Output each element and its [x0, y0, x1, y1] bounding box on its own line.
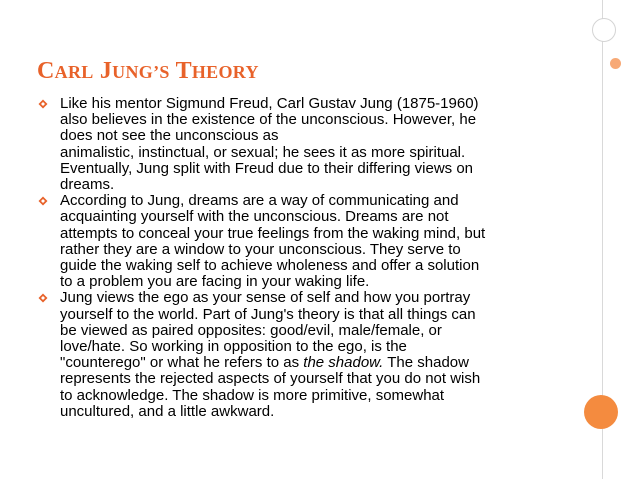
bullet-line: be viewed as paired opposites: good/evil, male/female, or [60, 321, 442, 339]
bullet-item-1 [38, 96, 558, 193]
bullet-line: attempts to conceal your true feelings from the waking mind, but [60, 224, 486, 242]
bullet-line: guide the waking self to achieve wholeness and offer a solution [60, 257, 480, 275]
decorative-circle-small [610, 58, 621, 69]
bullet-line: does not see the unconscious as [60, 127, 279, 145]
bullet-line: yourself to the world. Part of Jung's theory is that all things can [60, 305, 476, 323]
slide-title: CARL JUNG’S THEORY [37, 58, 259, 84]
bullet-line: Eventually, Jung split with Freud due to their differing views on [60, 159, 473, 177]
bullet-line: to acknowledge. The shadow is more primitive, somewhat [60, 386, 445, 404]
bullet-line: love/hate. So working in opposition to the ego, is the [60, 338, 407, 356]
decorative-circle-large [584, 395, 618, 429]
bullet-item-2 [38, 193, 558, 290]
bullet-line: to a problem you are facing in your waking life. [60, 273, 370, 291]
bullet-line: The shadow [383, 354, 469, 372]
decorative-circle-outline [592, 18, 616, 42]
bullet-line: uncultured, and a little awkward. [60, 402, 275, 420]
bullet-line: represents the rejected aspects of yourself that you do not wish [60, 370, 481, 388]
bullet-marker-icon [38, 196, 48, 206]
bullet-line: "counterego" or what he refers to as [60, 354, 304, 372]
bullet-list [38, 96, 558, 420]
bullet-line: According to Jung, dreams are a way of communicating and [60, 192, 459, 210]
bullet-line: Jung views the ego as your sense of self and how you portray [60, 289, 471, 307]
bullet-line: Like his mentor Sigmund Freud, Carl Gustav Jung (1875-1960) [60, 95, 479, 112]
bullet-line: rather they are a window to your unconscious. They serve to [60, 240, 461, 258]
bullet-line: dreams. [60, 176, 115, 194]
bullet-line: animalistic, instinctual, or sexual; he sees it as more spiritual. [60, 143, 466, 161]
bullet-line: acquainting yourself with the unconscious. Dreams are not [60, 208, 449, 226]
bullet-line: also believes in the existence of the unconscious. However, he [60, 111, 477, 129]
bullet-item-3 [38, 290, 558, 420]
bullet-marker-icon [38, 293, 48, 303]
bullet-marker-icon [38, 99, 48, 109]
shadow-term: the shadow. [303, 354, 384, 372]
